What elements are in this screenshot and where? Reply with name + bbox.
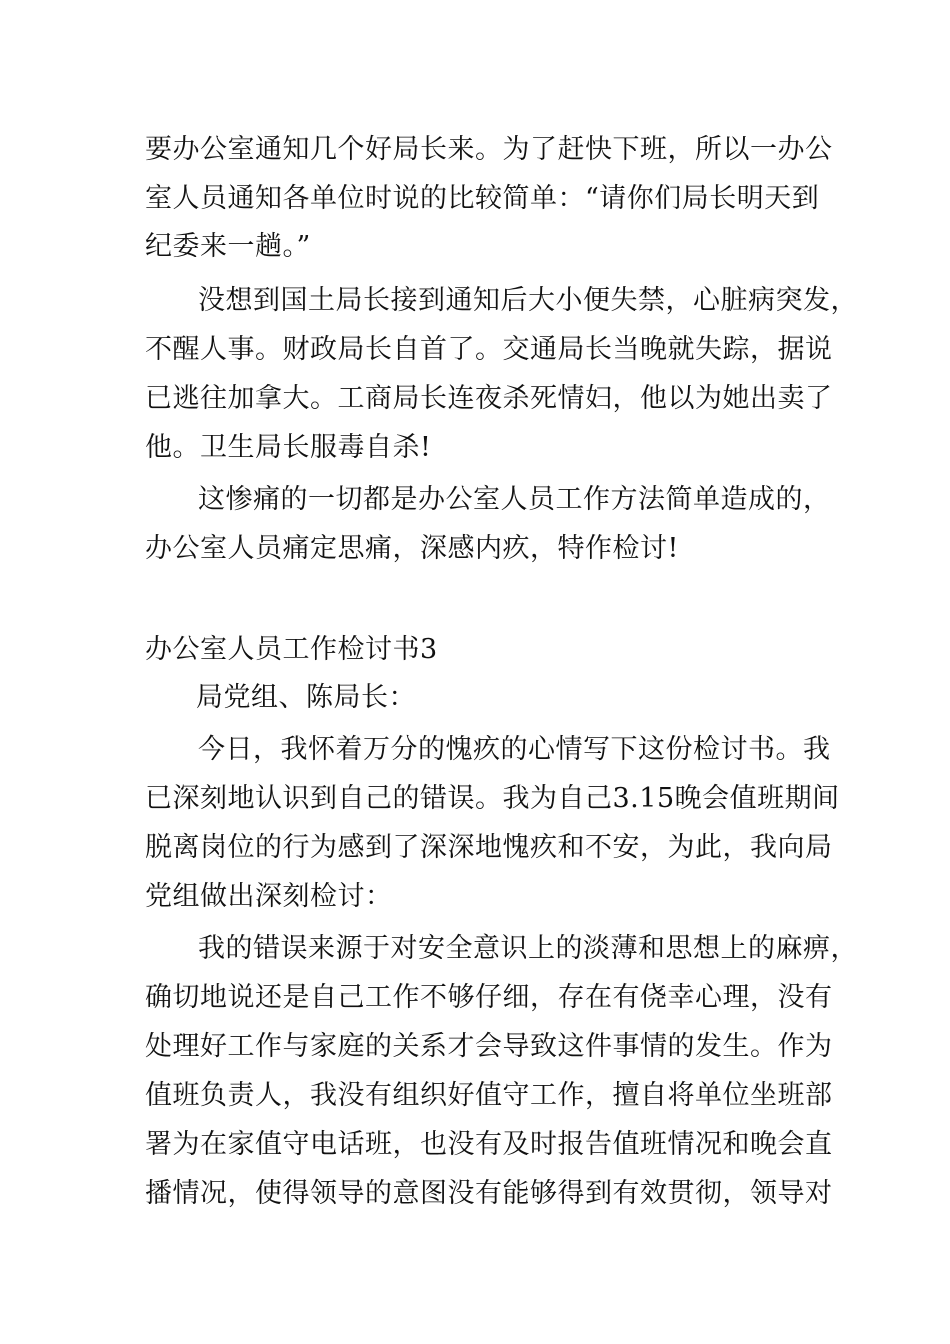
paragraph-1-line-2: 室人员通知各单位时说的比较简单：“请你们局长明天到 xyxy=(145,183,820,214)
paragraph-5-line-3: 处理好工作与家庭的关系才会导致这件事情的发生。作为 xyxy=(145,1031,833,1062)
paragraph-3-line-2: 办公室人员痛定思痛，深感内疚，特作检讨! xyxy=(145,533,679,564)
paragraph-5-line-2: 确切地说还是自己工作不够仔细，存在有侥幸心理，没有 xyxy=(145,982,833,1013)
salutation: 局党组、陈局长： xyxy=(196,682,416,713)
paragraph-2-line-1: 没想到国土局长接到通知后大小便失禁，心脏病突发， xyxy=(198,285,858,316)
paragraph-4-line-2: 已深刻地认识到自己的错误。我为自己3.15晚会值班期间 xyxy=(145,783,840,814)
paragraph-4-line-1: 今日，我怀着万分的愧疚的心情写下这份检讨书。我 xyxy=(198,734,831,765)
paragraph-1-line-3: 纪委来一趟。” xyxy=(145,231,311,262)
paragraph-5-line-5: 署为在家值守电话班，也没有及时报告值班情况和晚会直 xyxy=(145,1129,833,1160)
paragraph-3-line-1: 这惨痛的一切都是办公室人员工作方法简单造成的， xyxy=(198,484,831,515)
paragraph-5-line-6: 播情况，使得领导的意图没有能够得到有效贯彻，领导对 xyxy=(145,1178,833,1209)
paragraph-1-line-1: 要办公室通知几个好局长来。为了赶快下班，所以一办公 xyxy=(145,134,833,165)
paragraph-5-line-4: 值班负责人，我没有组织好值守工作，擅自将单位坐班部 xyxy=(145,1080,833,1111)
paragraph-5-line-1: 我的错误来源于对安全意识上的淡薄和思想上的麻痹， xyxy=(198,933,858,964)
paragraph-4-line-3: 脱离岗位的行为感到了深深地愧疚和不安，为此，我向局 xyxy=(145,832,833,863)
section-title: 办公室人员工作检讨书3 xyxy=(145,634,438,665)
paragraph-2-line-4: 他。卫生局长服毒自杀! xyxy=(145,432,432,463)
paragraph-2-line-3: 已逃往加拿大。工商局长连夜杀死情妇，他以为她出卖了 xyxy=(145,383,833,414)
paragraph-4-line-4: 党组做出深刻检讨： xyxy=(145,881,393,912)
paragraph-2-line-2: 不醒人事。财政局长自首了。交通局长当晚就失踪，据说 xyxy=(145,334,833,365)
